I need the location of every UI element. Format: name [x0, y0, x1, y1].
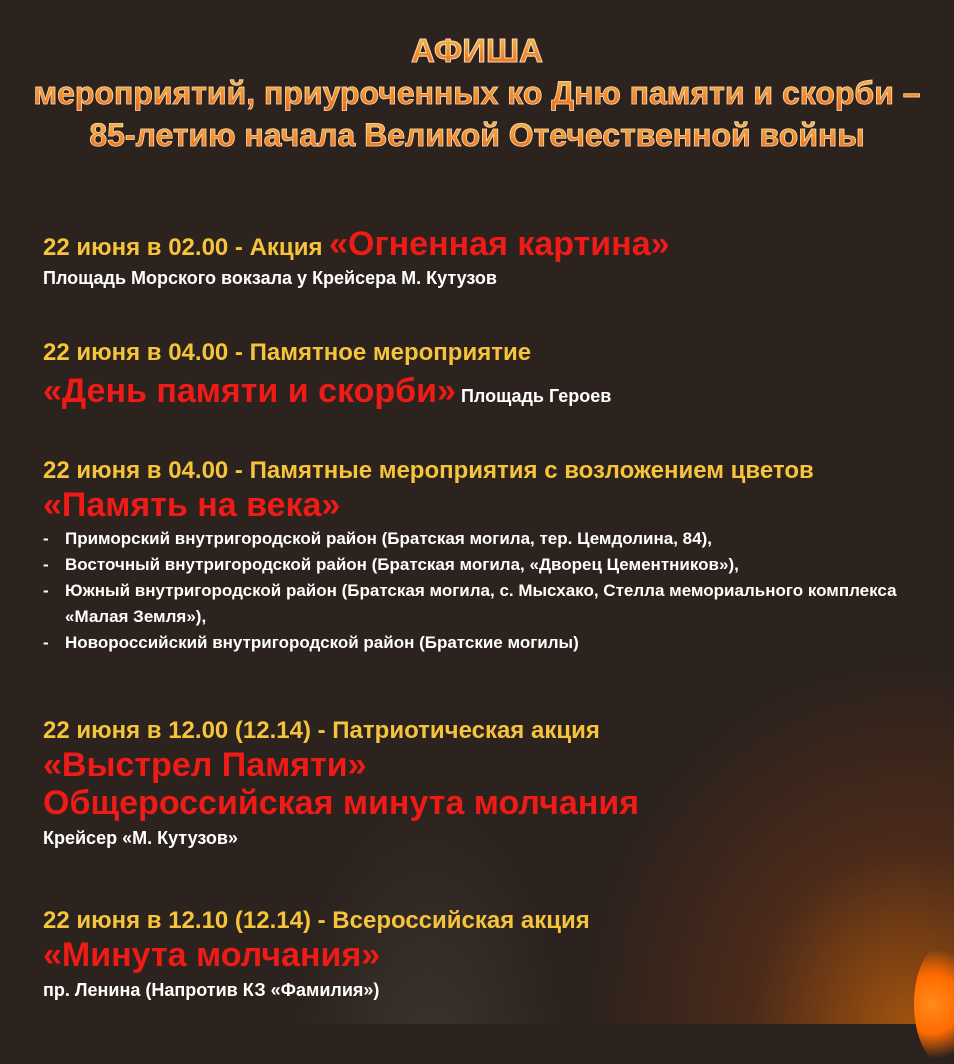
- poster-header: [0, 30, 954, 156]
- poster-title: АФИША: [0, 30, 954, 72]
- event-date: 22 июня в 04.00 - Памятное мероприятие: [43, 339, 532, 366]
- list-item: - Восточный внутригородской район (Братская могила, «Дворец Цементников»),: [43, 555, 739, 574]
- event-item: [43, 338, 933, 411]
- list-item: - Новороссийский внутригородской район (Братские могилы): [43, 633, 579, 652]
- event-name: «Выстрел Памяти»: [43, 746, 367, 784]
- event-item: [43, 456, 933, 656]
- event-name: «Огненная картина»: [329, 225, 670, 263]
- event-locations-list: [43, 526, 933, 656]
- event-date: 22 июня в 04.00 - Памятные мероприятия с возложением цветов: [43, 457, 814, 484]
- event-date: 22 июня в 02.00 - Акция: [43, 234, 330, 261]
- list-item: - Южный внутригородской район (Братская могила, с. Мысхако, Стелла мемориального комплекса «Малая Земля»),: [43, 581, 897, 626]
- poster-subtitle-line2: 85-летию начала Великой Отечественной войны: [0, 114, 954, 156]
- event-item: [43, 225, 933, 290]
- poster-subtitle-line1: мероприятий, приуроченных ко Дню памяти и скорби –: [0, 72, 954, 114]
- event-place: пр. Ленина (Напротив КЗ «Фамилия»): [43, 980, 380, 1000]
- event-place: Площадь Героев: [455, 386, 612, 406]
- event-item: [43, 906, 933, 1002]
- event-item: [43, 716, 933, 850]
- list-item: - Приморский внутригородской район (Братская могила, тер. Цемдолина, 84),: [43, 529, 712, 548]
- event-place: Крейсер «М. Кутузов»: [43, 828, 238, 848]
- event-date: 22 июня в 12.10 (12.14) - Всероссийская акция: [43, 907, 590, 934]
- event-name-secondary: Общероссийская минута молчания: [43, 784, 640, 822]
- event-name: «Минута молчания»: [43, 936, 381, 974]
- event-name: «Память на века»: [43, 486, 341, 524]
- event-name: «День памяти и скорби»: [43, 372, 456, 410]
- event-date: 22 июня в 12.00 (12.14) - Патриотическая акция: [43, 717, 600, 744]
- event-place: Площадь Морского вокзала у Крейсера М. Кутузов: [43, 268, 497, 288]
